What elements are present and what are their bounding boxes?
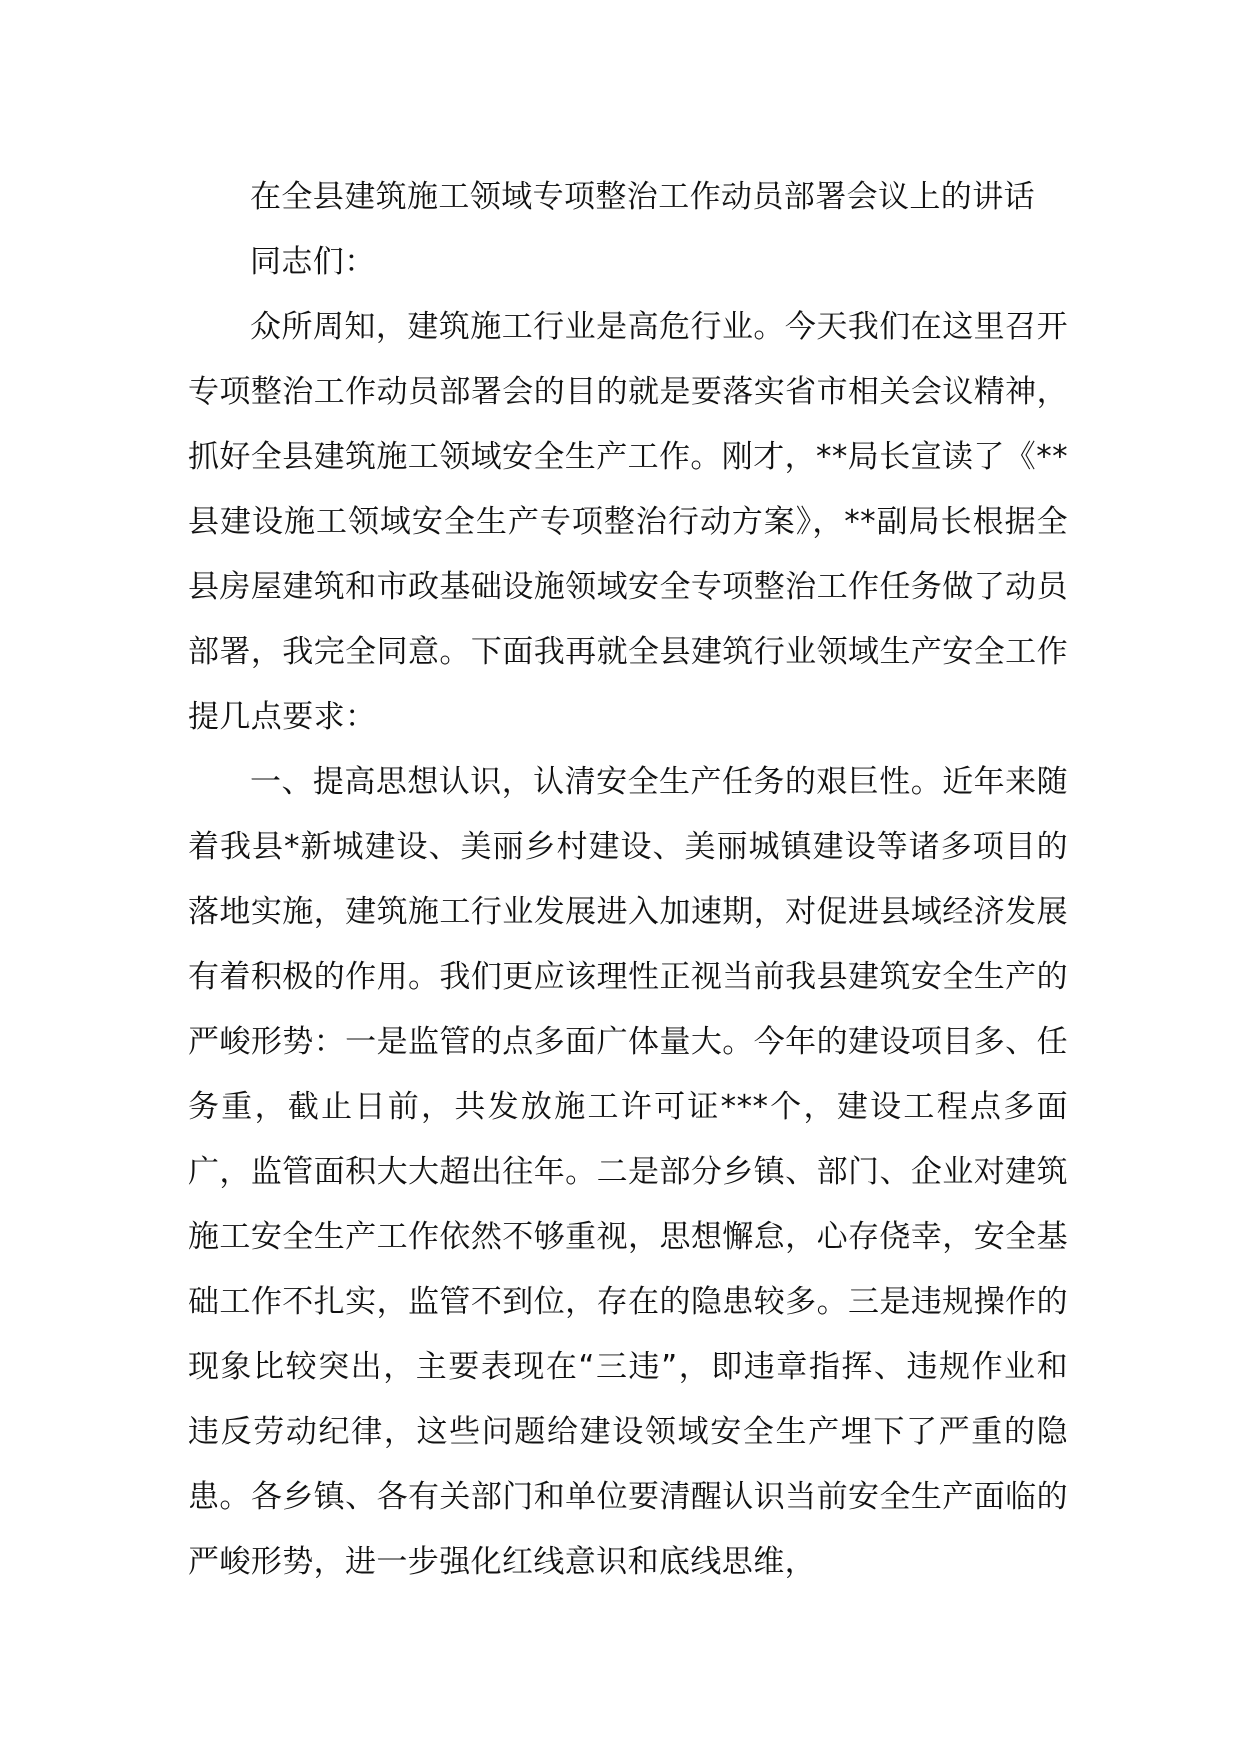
paragraph-point-one: 一、提高思想认识，认清安全生产任务的艰巨性。近年来随着我县*新城建设、美丽乡村建设、美丽城镇建设等诸多项目的落地实施，建筑施工行业发展进入加速期，对促进县域经济发展有着积极的作用。我们更应该理性正视当前我县建筑安全生产的严峻形势：一是监管的点多面广体量大。今年的建设项目多、任务重，截止日前，共发放施工许可证***个，建设工程点多面广，监管面积大大超出往年。二是部分乡镇、部门、企业对建筑施工安全生产工作依然不够重视，思想懈怠，心存侥幸，安全基础工作不扎实，监管不到位，存在的隐患较多。三是违规操作的现象比较突出，主要表现在“三违”，即违章指挥、违规作业和违反劳动纪律，这些问题给建设领域安全生产埋下了严重的隐患。各乡镇、各有关部门和单位要清醒认识当前安全生产面临的严峻形势，进一步强化红线意识和底线思维， <box>188 764 1068 1580</box>
paragraph-opening: 众所周知，建筑施工行业是高危行业。今天我们在这里召开专项整治工作动员部署会的目的就是要落实省市相关会议精神，抓好全县建筑施工领域安全生产工作。刚才，**局长宣读了《**县建设施工领域安全生产专项整治行动方案》，**副局长根据全县房屋建筑和市政基础设施领域安全专项整治工作任务做了动员部署，我完全同意。下面我再就全县建筑行业领域生产安全工作提几点要求： <box>188 309 1068 735</box>
speech-body <box>188 165 1068 1595</box>
salutation: 同志们： <box>250 244 376 280</box>
speech-title: 在全县建筑施工领域专项整治工作动员部署会议上的讲话 <box>250 179 1035 215</box>
